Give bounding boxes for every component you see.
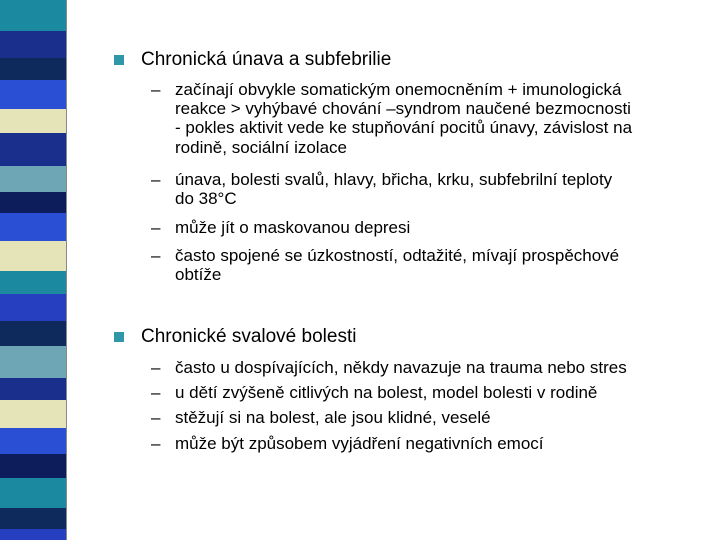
dash-bullet-icon: – <box>151 434 161 453</box>
stripe-segment <box>0 213 66 241</box>
stripe-segment <box>0 346 66 378</box>
stripe-segment <box>0 508 66 529</box>
dash-bullet-icon: – <box>151 246 161 265</box>
dash-bullet-icon: – <box>151 358 161 377</box>
list-item: může být způsobem vyjádření negativních emocí <box>175 434 544 453</box>
list-item: často spojené se úzkostností, odtažité, mívají prospěchové obtíže <box>175 246 620 285</box>
stripe-segment <box>0 478 66 508</box>
list-item: únava, bolesti svalů, hlavy, břicha, krku, subfebrilní teploty do 38°C <box>175 170 613 209</box>
list-item: začínají obvykle somatickým onemocněním + imunologická reakce > vyhýbavé chování –syndrom naučené bezmocnosti - pokles aktivit vede ke stupňování pocitů únavy, závislost na rodině, sociální izolace <box>175 80 633 157</box>
list-item: u dětí zvýšeně citlivých na bolest, model bolesti v rodině <box>175 383 598 402</box>
decorative-stripe <box>0 0 66 540</box>
stripe-divider <box>66 0 67 540</box>
stripe-segment <box>0 31 66 58</box>
square-bullet-icon <box>114 55 124 65</box>
stripe-segment <box>0 400 66 428</box>
stripe-segment <box>0 133 66 166</box>
stripe-segment <box>0 80 66 109</box>
list-item: často u dospívajících, někdy navazuje na trauma nebo stres <box>175 358 627 377</box>
stripe-segment <box>0 271 66 294</box>
section-heading: Chronická únava a subfebrilie <box>141 49 392 70</box>
stripe-segment <box>0 58 66 80</box>
stripe-segment <box>0 454 66 478</box>
list-item: může jít o maskovanou depresi <box>175 218 411 237</box>
stripe-segment <box>0 109 66 133</box>
dash-bullet-icon: – <box>151 383 161 402</box>
stripe-segment <box>0 241 66 271</box>
dash-bullet-icon: – <box>151 170 161 189</box>
dash-bullet-icon: – <box>151 218 161 237</box>
list-item: stěžují si na bolest, ale jsou klidné, veselé <box>175 408 491 427</box>
stripe-segment <box>0 529 66 540</box>
dash-bullet-icon: – <box>151 80 161 99</box>
stripe-segment <box>0 294 66 321</box>
section-heading: Chronické svalové bolesti <box>141 326 357 347</box>
stripe-segment <box>0 192 66 213</box>
stripe-segment <box>0 166 66 192</box>
stripe-segment <box>0 378 66 400</box>
stripe-segment <box>0 321 66 346</box>
dash-bullet-icon: – <box>151 408 161 427</box>
stripe-segment <box>0 428 66 454</box>
square-bullet-icon <box>114 332 124 342</box>
stripe-segment <box>0 0 66 31</box>
